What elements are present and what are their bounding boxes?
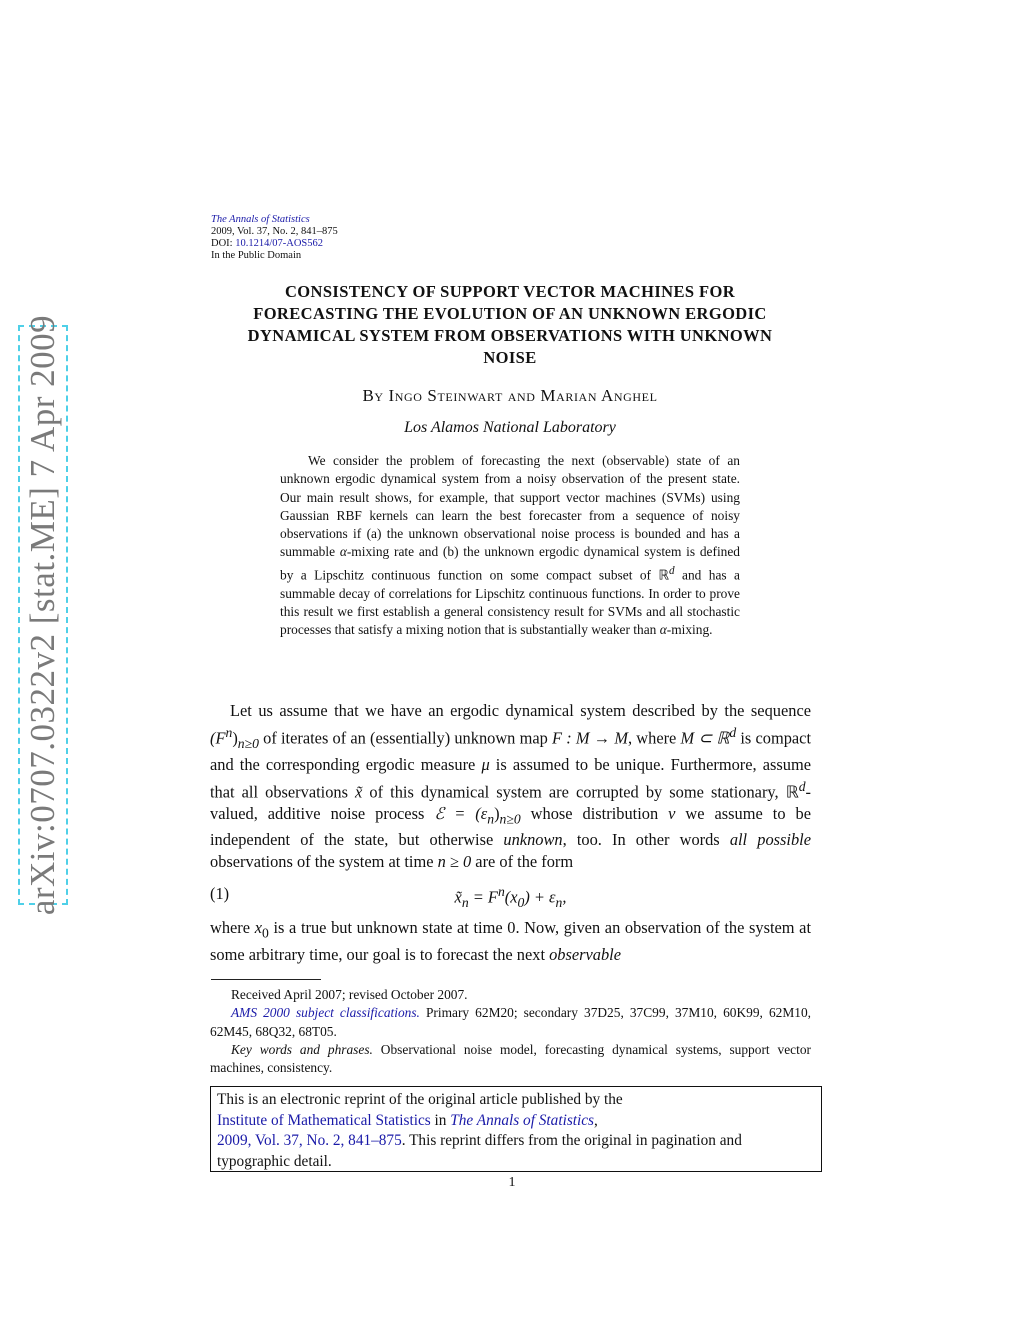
doi-label: DOI: [211,238,233,249]
body-paragraph [210,917,811,965]
reprint-text: . This reprint differs from the original in pagination and typographic detail. [217,1132,742,1170]
body-text: is assumed to be unique. Furthermore, assume that all observations [210,754,811,801]
body-text: Let us assume that we have an ergodic dynamical system described by the sequence [230,701,811,720]
math: n [461,894,469,910]
math: n [487,810,495,826]
math: = F [468,887,498,907]
body-text: where [210,918,255,937]
footnotes [210,986,811,1077]
alpha-symbol: α [659,622,667,638]
math: F : M → M [552,728,628,748]
journal-meta [211,214,338,262]
math: μ [481,754,490,774]
math: n≥0 [237,735,259,751]
reals-symbol: ℝ [658,567,670,583]
abstract-text: -mixing rate and (b) the unknown ergodic dynamical system is defined by a Lipschitz continuous function on some compact subset of [280,544,741,583]
doi-link[interactable]: 10.1214/07-AOS562 [235,238,324,249]
journal-name-link[interactable]: The Annals of Statistics [211,214,310,225]
body-text: , where [627,728,681,748]
page-number: 1 [508,1175,516,1190]
math: (x [504,887,518,907]
paper-title [200,281,820,369]
body-text: observations of the system at time [210,852,438,872]
reprint-text: in [430,1111,451,1129]
arxiv-identifier: arXiv:0707.0322v2 [stat.ME] 7 Apr 2009 [23,314,62,916]
title-line: DYNAMICAL SYSTEM FROM OBSERVATIONS WITH UNKNOWN [247,326,773,345]
abstract [280,452,740,639]
abstract-text: -mixing. [666,622,713,638]
math: x [254,918,262,937]
body-paragraph [210,700,811,873]
authors: By Ingo Steinwart and Marian Anghel [362,386,658,405]
equation-1 [210,884,811,908]
arxiv-stamp [18,314,68,916]
math: n [225,724,233,740]
math: ν [668,803,676,823]
math: d [729,724,737,740]
body-text: , too. In other words [562,830,730,850]
abstract-text: and has a summable decay of correlations for Lipschitz continuous functions. In order to prove this result we first establish a general consistency result for SVMs and all stochastic processes that satisfy a mixing notion that is substantially weaker than [280,567,740,638]
math: ) [494,803,500,823]
reprint-text: This is an electronic reprint of the original article published by the [217,1091,623,1108]
footnote-rule [211,979,321,980]
equation-number: (1) [210,884,230,903]
math: n [497,884,505,899]
title-line: FORECASTING THE EVOLUTION OF AN UNKNOWN ERGODIC [253,304,767,323]
math: , [562,887,567,907]
math: (F [210,728,226,748]
alpha-symbol: α [339,544,347,560]
equation-body [210,884,811,911]
dimension-sup: d [669,564,675,577]
reprint-text: , [594,1111,598,1129]
math: 0 [261,925,269,941]
keywords-text: Observational noise model, forecasting dynamical systems, support vector machines, consistency. [210,1041,811,1076]
volume-link[interactable]: 2009, Vol. 37, No. 2, 841–875 [217,1132,402,1149]
journal-volume: 2009, Vol. 37, No. 2, 841–875 [211,226,338,237]
affiliation: Los Alamos National Laboratory [404,419,616,436]
title-line: CONSISTENCY OF SUPPORT VECTOR MACHINES FOR [284,282,736,301]
body-text: we assume to be independent of the state, but otherwise [210,803,811,850]
math: ) [232,728,238,748]
math: ) + ε [524,887,556,907]
emphasis: all possible [729,830,811,850]
math: d [798,778,806,794]
keywords-label: Key words and phrases. [231,1041,373,1057]
math: ℰ = (ε [434,803,488,823]
title-line: NOISE [483,348,537,367]
math: M ⊂ ℝ [680,728,730,748]
body-text: are of the form [471,852,574,872]
license-text: In the Public Domain [211,250,302,261]
keywords [210,1041,811,1078]
emphasis: observable [549,944,622,964]
body-text: whose distribution [520,803,669,823]
math: x̃ [355,782,363,801]
emphasis: unknown [503,830,563,850]
ams-classification-link[interactable]: AMS 2000 subject classifications. [231,1005,420,1021]
math: n≥0 [499,810,521,826]
ams-codes: Primary 62M20; secondary 37D25, 37C99, 37M10, 60K99, 62M10, 62M45, 68Q32, 68T05. [210,1005,811,1039]
math: 0 [517,894,525,910]
math: ℝ [785,782,799,801]
ams-classification [210,1004,811,1041]
body-text: is a true but unknown state at time 0. Now, given an observation of the system at some arbitrary time, our goal is to forecast the next [210,918,811,964]
math: n ≥ 0 [437,852,472,872]
math: x̃ [454,887,462,907]
math: n [555,894,563,910]
journal-link[interactable]: The Annals of Statistics [450,1111,595,1129]
reprint-notice-box [210,1086,822,1172]
body-text: -valued, additive noise process [210,782,811,823]
body-text: of iterates of an (essentially) unknown map [258,728,552,748]
body-text: is compact and the corresponding ergodic measure [210,728,811,774]
ims-link[interactable]: Institute of Mathematical Statistics [217,1111,431,1129]
abstract-text: We consider the problem of forecasting the next (observable) state of an unknown ergodic dynamical system from a noisy observation of the present state. Our main result shows, for example, that support vector machines (SVMs) using Gaussian RBF kernels can learn the best forecaster from a sequence of noisy observations if (a) the unknown observational noise process is bounded and has a summable [280,453,740,560]
body-text: of this dynamical system are corrupted by some stationary, [362,782,786,801]
received-note: Received April 2007; revised October 2007. [231,987,468,1002]
